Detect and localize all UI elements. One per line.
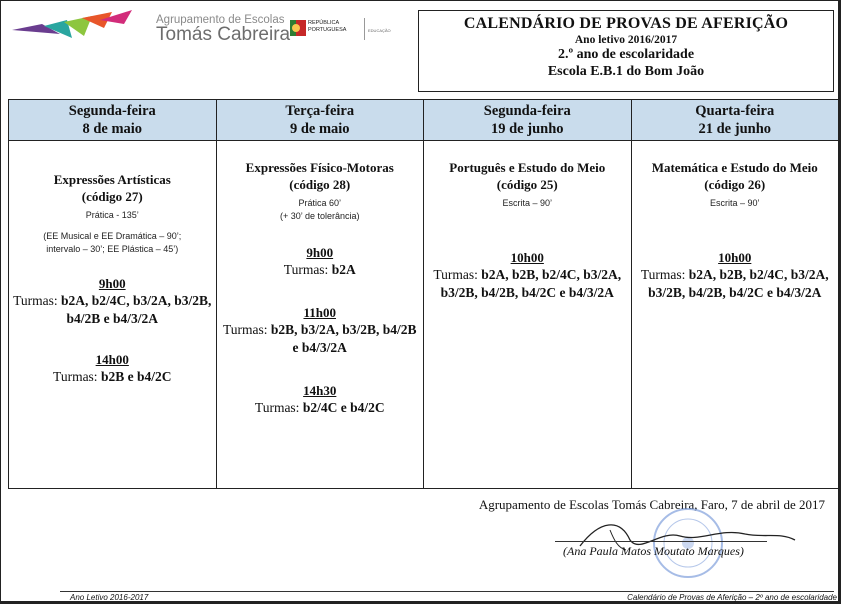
page-title: CALENDÁRIO DE PROVAS DE AFERIÇÃO [463, 15, 789, 32]
exam-note: (+ 30’ de tolerância) [280, 211, 360, 221]
school-logo-mark-icon [12, 10, 152, 50]
signer-name: (Ana Paula Matos Moutato Marques) [563, 544, 744, 558]
logo-separator [364, 18, 365, 40]
ministry-label: EDUCAÇÃO [368, 28, 391, 33]
footer-rule [60, 591, 834, 592]
republic-emblem-icon [290, 18, 306, 38]
school-name-line1: Agrupamento de Escolas [156, 14, 285, 26]
groups-prefix: Turmas: [254, 400, 303, 415]
day-name: Segunda-feira [483, 103, 571, 119]
day-name: Terça-feira [285, 103, 355, 119]
exam-cell [9, 141, 217, 489]
day-date: 19 de junho [490, 121, 564, 137]
groups-list: b2B, b3/2A, b3/2B, b4/2B e b4/3/2A [270, 322, 417, 355]
school-name: Escola E.B.1 do Bom João [547, 64, 705, 79]
exam-groups [636, 266, 835, 302]
groups-prefix: Turmas: [283, 262, 332, 277]
school-year: Ano letivo 2016/2017 [574, 34, 678, 46]
groups-prefix: Turmas: [640, 267, 689, 282]
exam-subject: Português e Estudo do Meio [449, 160, 606, 175]
exam-groups [13, 368, 212, 386]
republica-line2: PORTUGUESA [308, 27, 347, 33]
republica-text [308, 20, 346, 34]
exam-time: 10h00 [510, 250, 544, 265]
exam-cell [424, 141, 632, 489]
exam-groups [221, 321, 420, 357]
day-date: 9 de maio [289, 121, 350, 137]
groups-list: b2A, b2/4C, b3/2A, b3/2B, b4/2B e b4/3/2A [60, 293, 212, 326]
exam-subject: Expressões Artísticas [53, 172, 171, 187]
day-date: 21 de junho [698, 121, 772, 137]
title-box [418, 10, 834, 92]
footer-doc-title: Calendário de Provas de Aferição – 2º ano de escolaridade [627, 593, 837, 602]
signature-rule [555, 541, 767, 542]
exam-time: 9h00 [98, 276, 126, 291]
groups-list: b2A, b2B, b2/4C, b3/2A, b3/2B, b4/2B, b4/2C e b4/3/2A [648, 267, 829, 300]
exam-groups [221, 399, 420, 417]
exam-time: 14h30 [303, 383, 337, 398]
day-name: Segunda-feira [68, 103, 156, 119]
groups-prefix: Turmas: [53, 369, 101, 384]
exam-duration: Prática - 135’ [85, 210, 139, 220]
exam-code: (código 27) [81, 189, 143, 204]
groups-prefix: Turmas: [223, 322, 271, 337]
exam-groups [428, 266, 627, 302]
republica-line1: REPÚBLICA [308, 20, 340, 26]
column-header [9, 100, 217, 141]
exam-duration: Escrita – 90’ [709, 198, 760, 208]
groups-list: b2A, b2B, b2/4C, b3/2A, b3/2B, b4/2B, b4/2C e b4/3/2A [440, 267, 622, 300]
exam-groups [13, 292, 212, 328]
column-header [424, 100, 632, 141]
exam-cell [216, 141, 424, 489]
column-header [216, 100, 424, 141]
grade-level: 2.º ano de escolaridade [557, 47, 695, 62]
exam-note: (EE Musical e EE Dramática – 90’; [43, 231, 182, 241]
exam-time: 14h00 [95, 352, 129, 367]
school-name-line2: Tomás Cabreira [156, 24, 291, 45]
groups-prefix: Turmas: [433, 267, 482, 282]
exam-duration: Prática 60’ [298, 198, 342, 208]
day-date: 8 de maio [82, 121, 143, 137]
footer-school-year: Ano Letivo 2016-2017 [70, 593, 149, 602]
column-header [631, 100, 839, 141]
exam-note: intervalo – 30’; EE Plástica – 45’) [46, 244, 179, 254]
groups-list: b2B e b4/2C [100, 369, 172, 384]
exam-time: 10h00 [718, 250, 752, 265]
exam-time: 11h00 [303, 305, 336, 320]
day-name: Quarta-feira [695, 103, 775, 119]
groups-prefix: Turmas: [13, 293, 61, 308]
exam-code: (código 28) [289, 177, 351, 192]
school-logo [12, 10, 292, 50]
exam-calendar-table [8, 99, 839, 489]
exam-cell [631, 141, 839, 489]
exam-time: 9h00 [306, 245, 334, 260]
groups-list: b2/4C e b4/2C [302, 400, 385, 415]
exam-groups [221, 261, 420, 279]
exam-duration: Escrita – 90’ [502, 198, 553, 208]
groups-list: b2A [331, 262, 356, 277]
place-and-date: Agrupamento de Escolas Tomás Cabreira, Faro, 7 de abril de 2017 [478, 497, 825, 512]
exam-code: (código 25) [496, 177, 558, 192]
republica-logo [290, 18, 390, 42]
exam-subject: Expressões Físico-Motoras [245, 160, 394, 175]
exam-code: (código 26) [704, 177, 766, 192]
exam-subject: Matemática e Estudo do Meio [651, 160, 818, 175]
